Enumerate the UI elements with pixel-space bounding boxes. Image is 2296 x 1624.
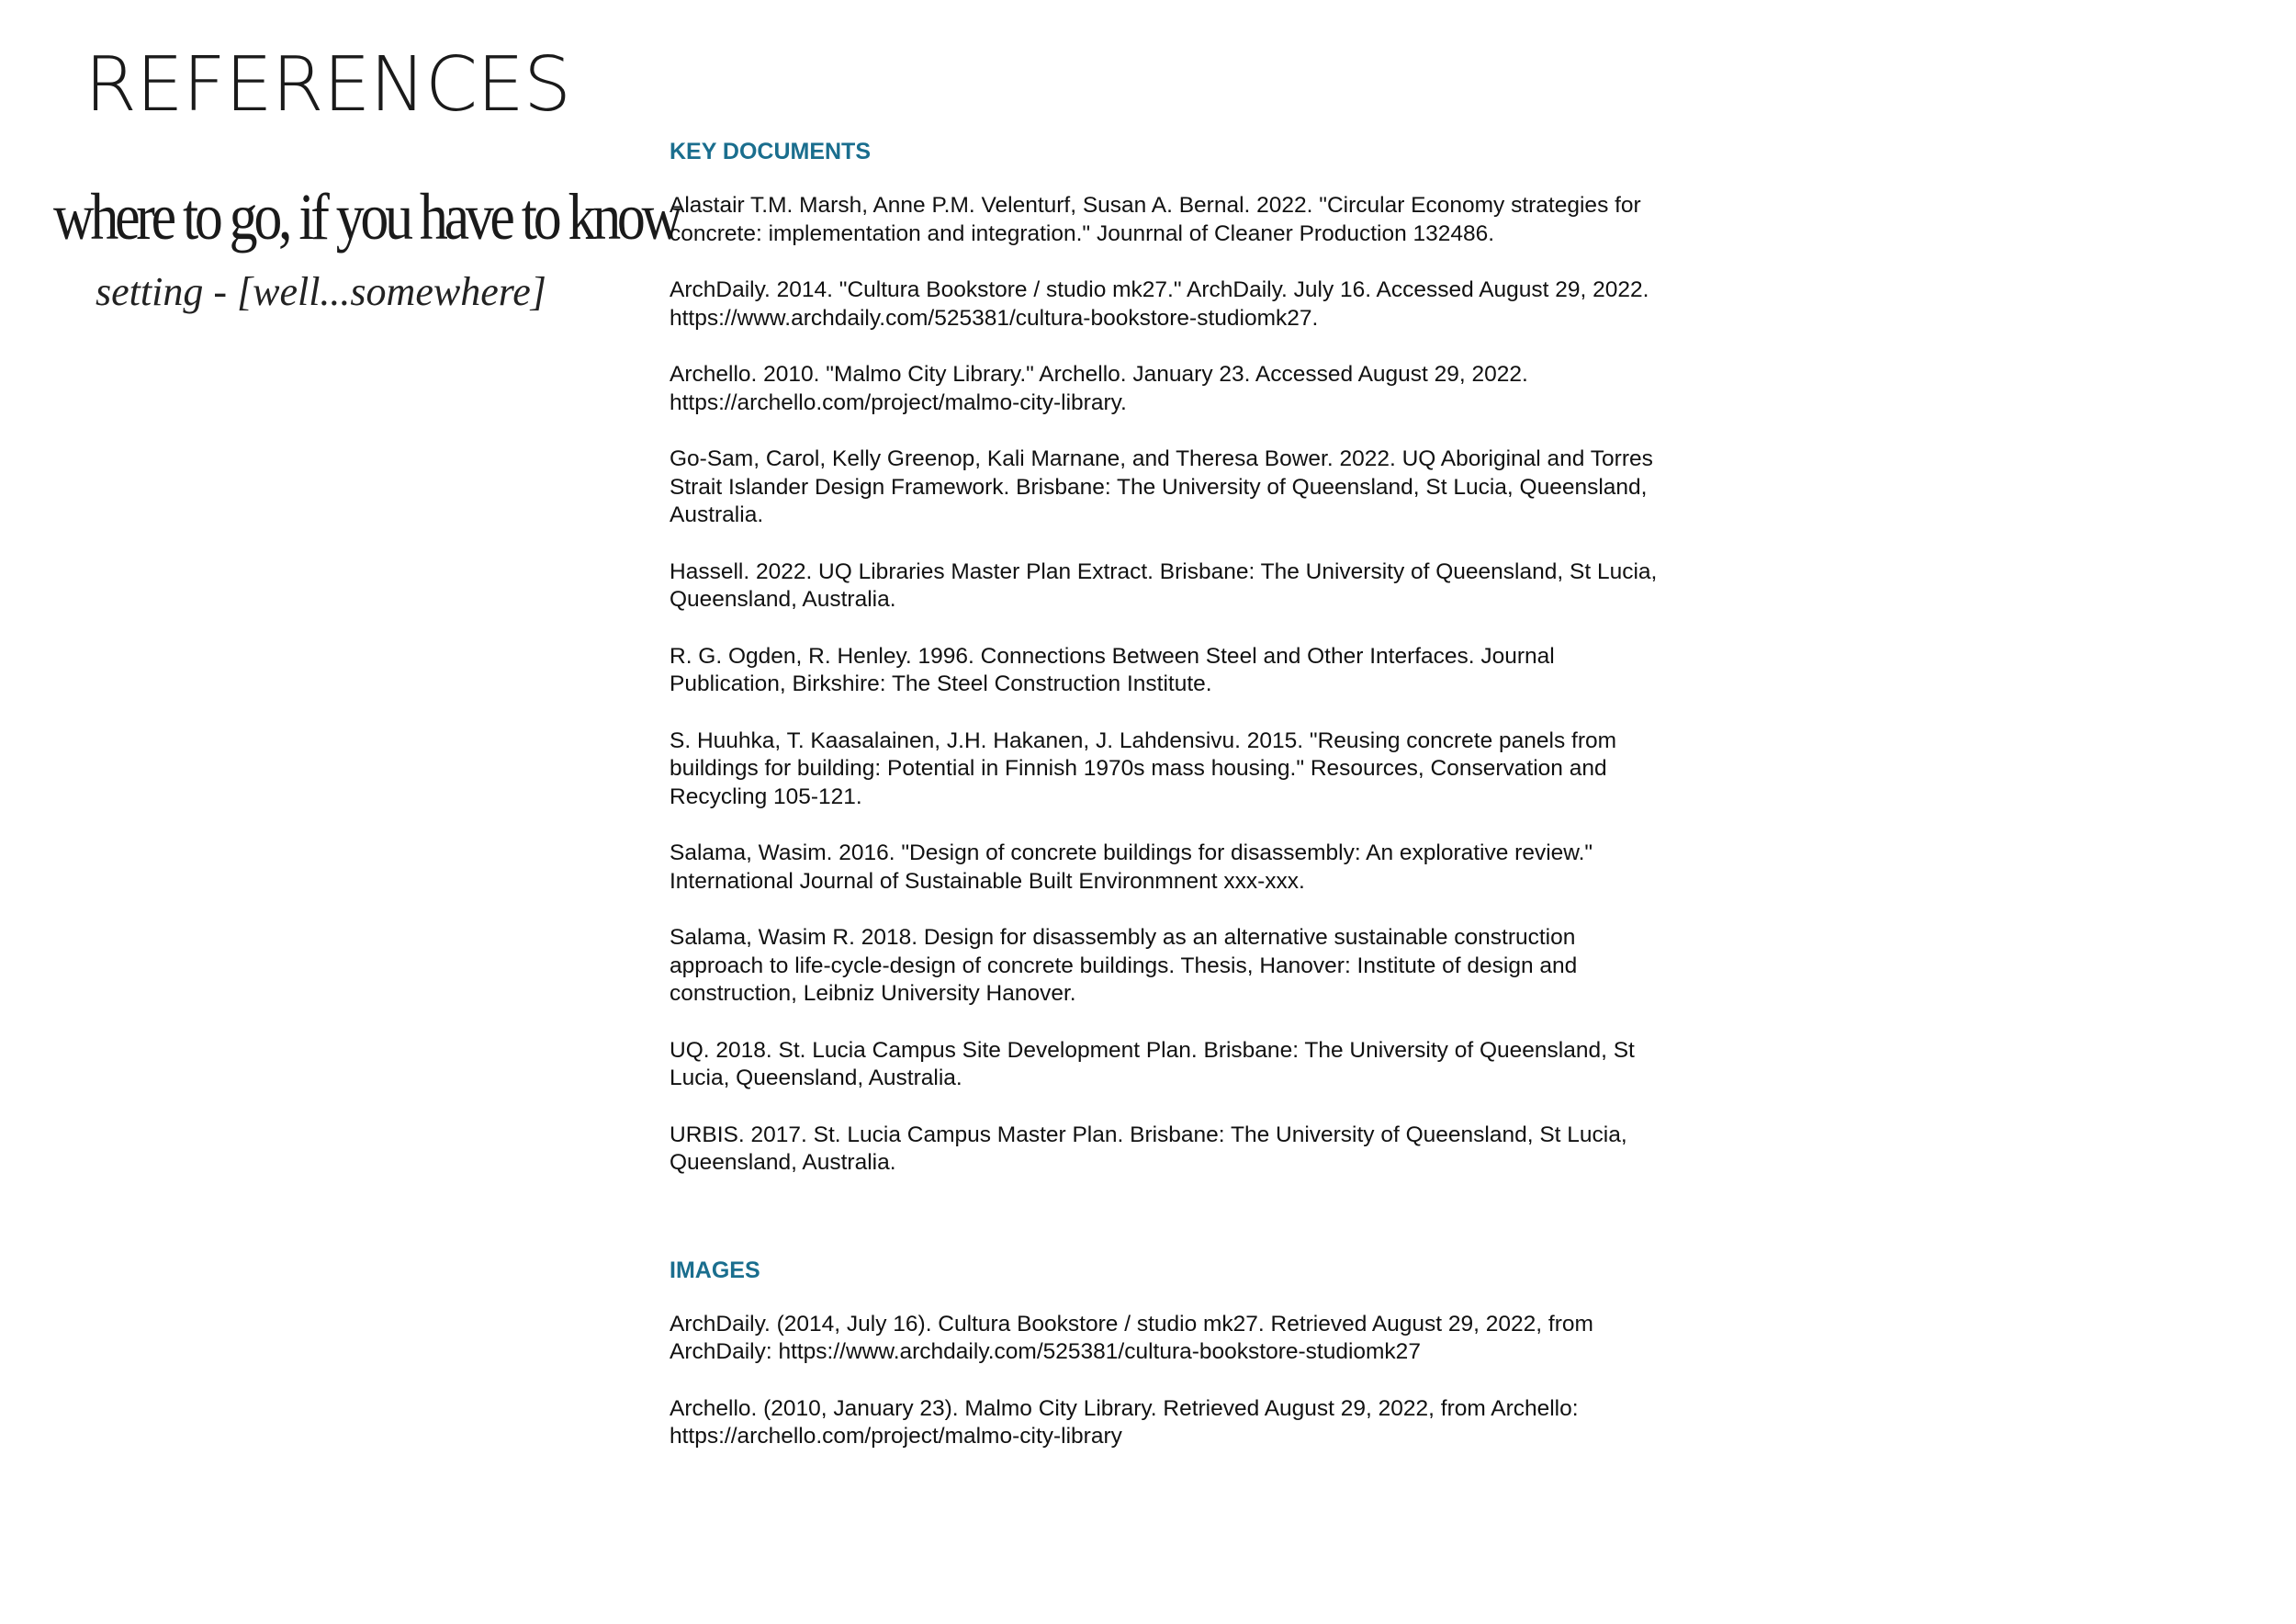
reference-item: Alastair T.M. Marsh, Anne P.M. Velenturf, Susan A. Bernal. 2022. "Circular Economy strategies for concrete: implementation and integration." Jounrnal of Cleaner Production 132486. [670,193,1641,246]
image-reference-item: ArchDaily. (2014, July 16). Cultura Bookstore / studio mk27. Retrieved August 29, 2022, from ArchDaily: https://www.archdaily.com/525381/cultura-bookstore-studiomk27 [670,1311,1593,1364]
image-reference-item: Archello. (2010, January 23). Malmo City Library. Retrieved August 29, 2022, from Archello: https://archello.com/project/malmo-city-library [670,1395,1579,1449]
tagline: where to go, if you have to know [53,180,679,254]
images-heading: IMAGES [670,1257,760,1283]
reference-item: UQ. 2018. St. Lucia Campus Site Development Plan. Brisbane: The University of Queensland, St Lucia, Queensland, Australia. [670,1037,1635,1090]
reference-item: Hassell. 2022. UQ Libraries Master Plan Extract. Brisbane: The University of Queensland, St Lucia, Queensland, Australia. [670,558,1658,612]
images-list [670,1311,1671,1451]
subtitle: setting - [well...somewhere] [96,269,546,314]
key-documents-list [670,192,1671,1178]
reference-item: Go-Sam, Carol, Kelly Greenop, Kali Marnane, and Theresa Bower. 2022. UQ Aboriginal and Torres Strait Islander Design Framework. Brisbane: The University of Queensland, St Lucia, Queensland, Australia. [670,446,1653,527]
reference-item: S. Huuhka, T. Kaasalainen, J.H. Hakanen, J. Lahdensivu. 2015. "Reusing concrete panels from buildings for building: Potential in Finnish 1970s mass housing." Resources, Conservation and Recycling 105-121. [670,727,1617,809]
reference-item: ArchDaily. 2014. "Cultura Bookstore / studio mk27." ArchDaily. July 16. Accessed August 29, 2022. https://www.archdaily.com/525381/cultura-bookstore-studiomk27. [670,277,1649,331]
page-title: REFERENCES [84,41,571,129]
references-content [670,136,1671,1480]
reference-item: Archello. 2010. "Malmo City Library." Archello. January 23. Accessed August 29, 2022. https://archello.com/project/malmo-city-library. [670,362,1528,415]
reference-item: Salama, Wasim. 2016. "Design of concrete buildings for disassembly: An explorative review." International Journal of Sustainable Built Environmnent xxx-xxx. [670,840,1593,894]
key-documents-section [670,136,1671,1178]
reference-item: Salama, Wasim R. 2018. Design for disassembly as an alternative sustainable construction approach to life-cycle-design of concrete buildings. Thesis, Hanover: Institute of design and construction, Leibniz University Hanover. [670,925,1578,1006]
reference-item: URBIS. 2017. St. Lucia Campus Master Plan. Brisbane: The University of Queensland, St Lucia, Queensland, Australia. [670,1122,1627,1175]
images-section [670,1255,1671,1451]
reference-item: R. G. Ogden, R. Henley. 1996. Connections Between Steel and Other Interfaces. Journal Publication, Birkshire: The Steel Construction Institute. [670,643,1555,696]
key-documents-heading: KEY DOCUMENTS [670,139,872,164]
